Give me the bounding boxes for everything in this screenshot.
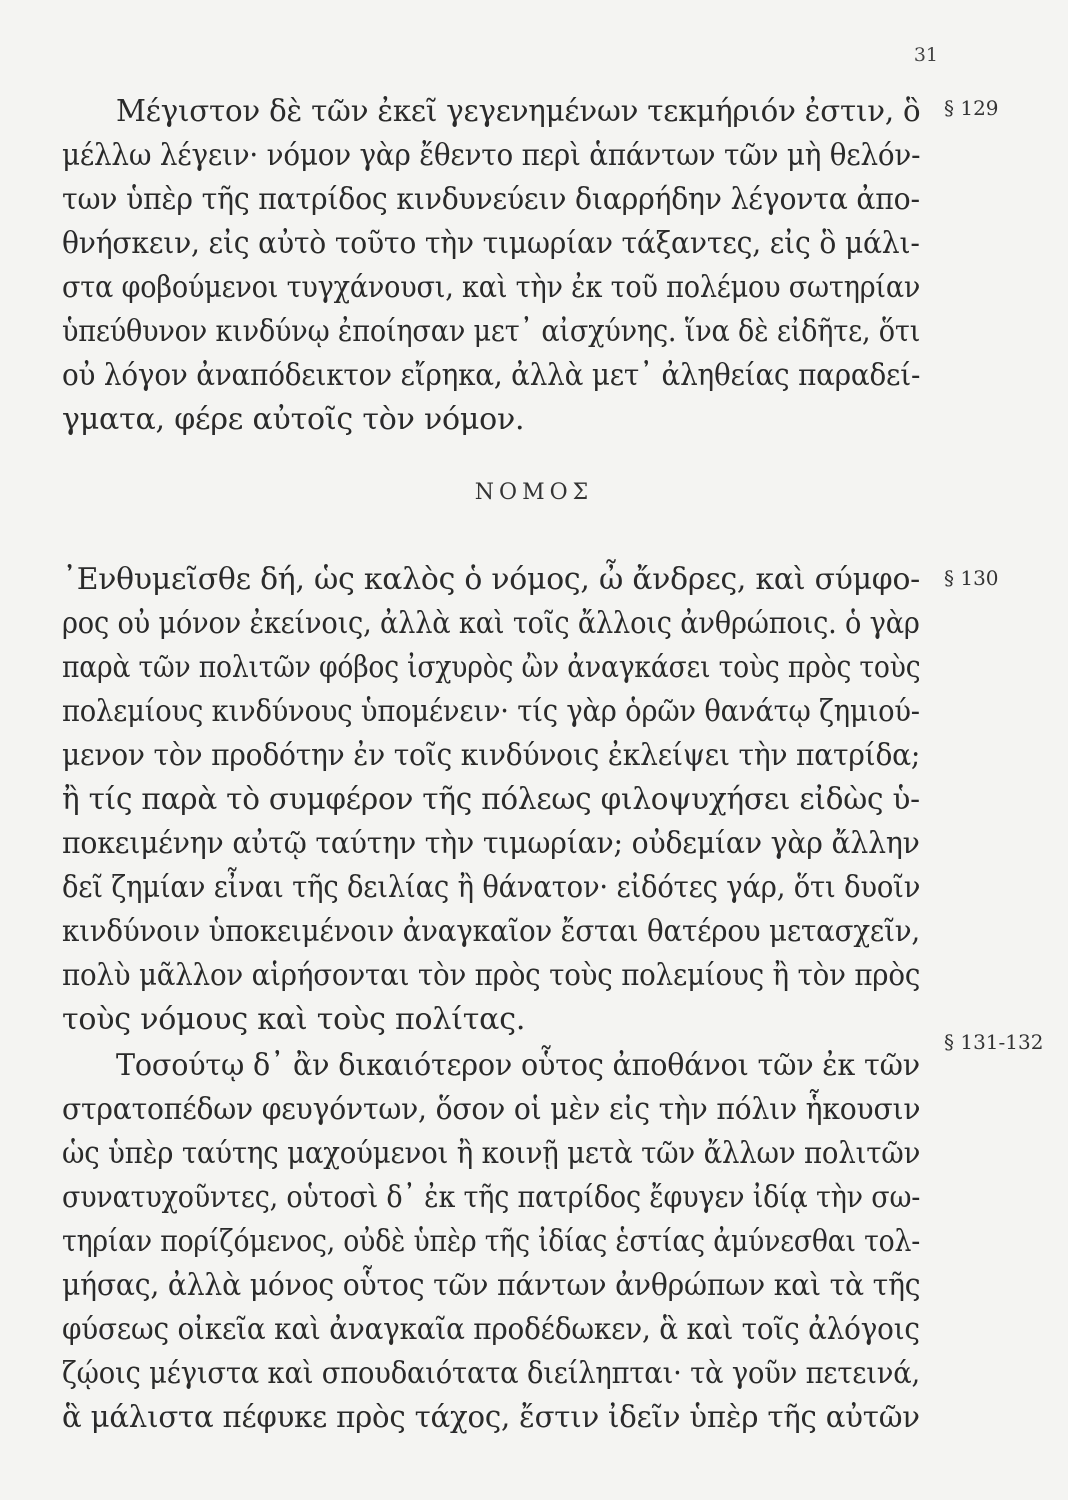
text-line: κινδύνοιν ὑποκειμένοιν ἀναγκαῖον ἔσται θατέρου μετασχεῖν, — [62, 914, 921, 949]
text-line: των ὑπὲρ τῆς πατρίδος κινδυνεύειν διαρρήδην λέγοντα ἀπο- — [62, 182, 920, 217]
section-marker-129: § 129 — [944, 96, 999, 120]
text-line: οὐ λόγον ἀναπόδεικτον εἴρηκα, ἀλλὰ μετ᾽ ἀληθείας παραδεί- — [62, 358, 921, 393]
text-line: μενον τὸν προδότην ἐν τοῖς κινδύνοις ἐκλείψει τὴν πατρίδα; — [62, 738, 921, 773]
text-line: θνήσκειν, εἰς αὐτὸ τοῦτο τὴν τιμωρίαν τάξαντες, εἰς ὃ μάλι- — [62, 226, 920, 261]
text-line: συνατυχοῦντες, οὑτοσὶ δ᾽ ἐκ τῆς πατρίδος ἔφυγεν ἰδίᾳ τὴν σω- — [62, 1180, 921, 1215]
text-line: παρὰ τῶν πολιτῶν φόβος ἰσχυρὸς ὢν ἀναγκάσει τοὺς πρὸς τοὺς — [62, 650, 921, 685]
text-line: στα φοβούμενοι τυγχάνουσι, καὶ τὴν ἐκ τοῦ πολέμου σωτηρίαν — [62, 270, 921, 305]
text-line: ζῴοις μέγιστα καὶ σπουδαιότατα διείληπται· τὰ γοῦν πετεινά, — [62, 1356, 920, 1391]
text-line: ὡς ὑπὲρ ταύτης μαχούμενοι ἢ κοινῇ μετὰ τῶν ἄλλων πολιτῶν — [62, 1136, 921, 1171]
section-heading: ΝΟΜΟΣ — [474, 480, 594, 505]
page-number: 31 — [913, 44, 938, 66]
text-line: ᾿Ενθυμεῖσθε δή, ὡς καλὸς ὁ νόμος, ὦ ἄνδρες, καὶ σύμφο- — [62, 562, 921, 597]
paragraph-3 — [62, 1044, 920, 1440]
text-line: ποκειμένην αὐτῷ ταύτην τὴν τιμωρίαν; οὐδεμίαν γὰρ ἄλλην — [62, 826, 920, 861]
text-line: Μέγιστον δὲ τῶν ἐκεῖ γεγενημένων τεκμήριόν ἐστιν, ὃ — [116, 94, 921, 129]
text-line: πολὺ μᾶλλον αἱρήσονται τὸν πρὸς τοὺς πολεμίους ἢ τὸν πρὸς — [62, 958, 921, 993]
paragraph-2 — [62, 558, 920, 1042]
text-line: Τοσούτῳ δ᾽ ἂν δικαιότερον οὗτος ἀποθάνοι τῶν ἐκ τῶν — [116, 1048, 920, 1083]
text-line: δεῖ ζημίαν εἶναι τῆς δειλίας ἢ θάνατον· εἰδότες γάρ, ὅτι δυοῖν — [62, 870, 921, 905]
text-line: τοὺς νόμους καὶ τοὺς πολίτας. — [62, 1002, 526, 1037]
text-line: πολεμίους κινδύνους ὑπομένειν· τίς γὰρ ὁρῶν θανάτῳ ζημιού- — [62, 694, 920, 729]
text-line: ὑπεύθυνον κινδύνῳ ἐποίησαν μετ᾽ αἰσχύνης. ἵνα δὲ εἰδῆτε, ὅτι — [62, 314, 921, 349]
text-line: φύσεως οἰκεῖα καὶ ἀναγκαῖα προδέδωκεν, ἃ καὶ τοῖς ἀλόγοις — [62, 1312, 920, 1347]
text-line: γματα, φέρε αὐτοῖς τὸν νόμον. — [62, 402, 525, 437]
text-line: ἃ μάλιστα πέφυκε πρὸς τάχος, ἔστιν ἰδεῖν ὑπὲρ τῆς αὐτῶν — [62, 1400, 920, 1435]
paragraph-1 — [62, 90, 920, 442]
text-line: στρατοπέδων φευγόντων, ὅσον οἱ μὲν εἰς τὴν πόλιν ἧκουσιν — [62, 1092, 921, 1127]
text-line: τηρίαν πορίζόμενος, οὐδὲ ὑπὲρ τῆς ἰδίας ἑστίας ἀμύνεσθαι τολ- — [62, 1224, 921, 1259]
text-line: μέλλω λέγειν· νόμον γὰρ ἔθεντο περὶ ἁπάντων τῶν μὴ θελόν- — [62, 138, 921, 173]
section-marker-131-132: § 131-132 — [944, 1030, 1044, 1054]
text-line: ἢ τίς παρὰ τὸ συμφέρον τῆς πόλεως φιλοψυχήσει εἰδὼς ὑ- — [62, 782, 920, 817]
text-line: μήσας, ἀλλὰ μόνος οὗτος τῶν πάντων ἀνθρώπων καὶ τὰ τῆς — [62, 1268, 921, 1303]
section-marker-130: § 130 — [944, 566, 999, 590]
text-line: ρος οὐ μόνον ἐκείνοις, ἀλλὰ καὶ τοῖς ἄλλοις ἀνθρώποις. ὁ γὰρ — [62, 606, 920, 641]
